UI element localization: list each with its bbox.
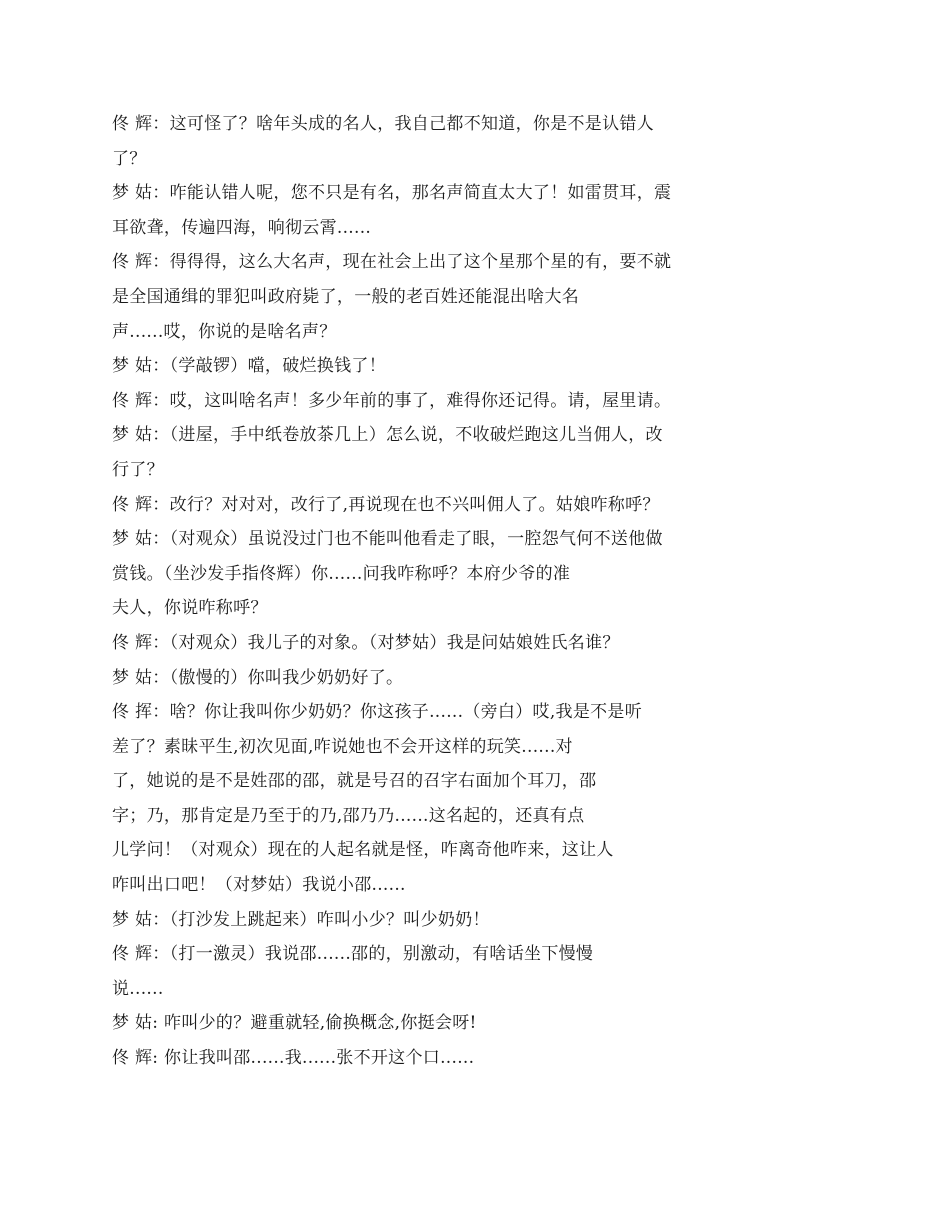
dialogue-line: 说...... xyxy=(112,978,164,999)
dialogue-line: 梦 姑: 咋叫少的？避重就轻,偷换概念,你挺会呀! xyxy=(112,1013,477,1034)
script-text-block xyxy=(112,107,732,1076)
dialogue-line: 梦 姑：（傲慢的）你叫我少奶奶好了。 xyxy=(112,667,404,688)
dialogue-line: 咋叫出口吧！（对梦姑）我说小邵...... xyxy=(112,875,406,896)
dialogue-line: 儿学问！（对观众）现在的人起名就是怪，咋离奇他咋来，这让人 xyxy=(112,840,614,861)
dialogue-line: 夫人，你说咋称呼？ xyxy=(112,598,268,619)
dialogue-line: 梦 姑：（学敲锣）噹，破烂换钱了！ xyxy=(112,356,387,377)
dialogue-line: 行了？ xyxy=(112,459,164,480)
dialogue-line: 佟 辉：（打一激灵）我说邵......邵的，别激动，有啥话坐下慢慢 xyxy=(112,944,594,965)
dialogue-line: 梦 姑：咋能认错人呢，您不只是有名，那名声简直太大了！如雷贯耳，震 xyxy=(112,183,672,204)
dialogue-line: 字；乃，那肯定是乃至于的乃,邵乃乃......这名起的，还真有点 xyxy=(112,805,585,826)
dialogue-line: 佟 挥：啥？你让我叫你少奶奶？你这孩子......（旁白）哎,我是不是听 xyxy=(112,702,643,723)
dialogue-line: 梦 姑：（进屋，手中纸卷放茶几上）怎么说，不收破烂跑这儿当佣人，改 xyxy=(112,425,663,446)
dialogue-line: 佟 辉：（对观众）我儿子的对象。（对梦姑）我是问姑娘姓氏名谁？ xyxy=(112,632,620,653)
dialogue-line: 了，她说的是不是姓邵的邵，就是号召的召字右面加个耳刀，邵 xyxy=(112,771,597,792)
dialogue-line: 佟 辉: 你让我叫邵......我......张不开这个口...... xyxy=(112,1048,475,1069)
dialogue-line: 赏钱。（坐沙发手指佟辉）你......问我咋称呼？本府少爷的准 xyxy=(112,563,571,584)
dialogue-line: 耳欲聋，传遍四海，响彻云霄...... xyxy=(112,217,372,238)
dialogue-line: 佟 辉：这可怪了？啥年头成的名人，我自己都不知道，你是不是认错人 xyxy=(112,114,655,134)
dialogue-line: 梦 姑：（打沙发上跳起来）咋叫小少？叫少奶奶！ xyxy=(112,909,490,930)
dialogue-line: 差了？素昧平生,初次见面,咋说她也不会开这样的玩笑......对 xyxy=(112,736,573,757)
dialogue-line: 是全国通缉的罪犯叫政府毙了，一般的老百姓还能混出啥大名 xyxy=(112,286,580,307)
dialogue-line: 梦 姑：（对观众）虽说没过门也不能叫他看走了眼，一腔怨气何不送他做 xyxy=(112,529,663,550)
dialogue-line: 声......哎，你说的是啥名声？ xyxy=(112,321,337,342)
dialogue-line: 佟 辉：哎，这叫啥名声！多少年前的事了，难得你还记得。请，屋里请。 xyxy=(112,390,672,411)
dialogue-line: 了？ xyxy=(112,148,147,169)
dialogue-line: 佟 辉：得得得，这么大名声，现在社会上出了这个星那个星的有，要不就 xyxy=(112,252,672,273)
dialogue-line: 佟 辉：改行？对对对，改行了,再说现在也不兴叫佣人了。姑娘咋称呼？ xyxy=(112,494,660,515)
